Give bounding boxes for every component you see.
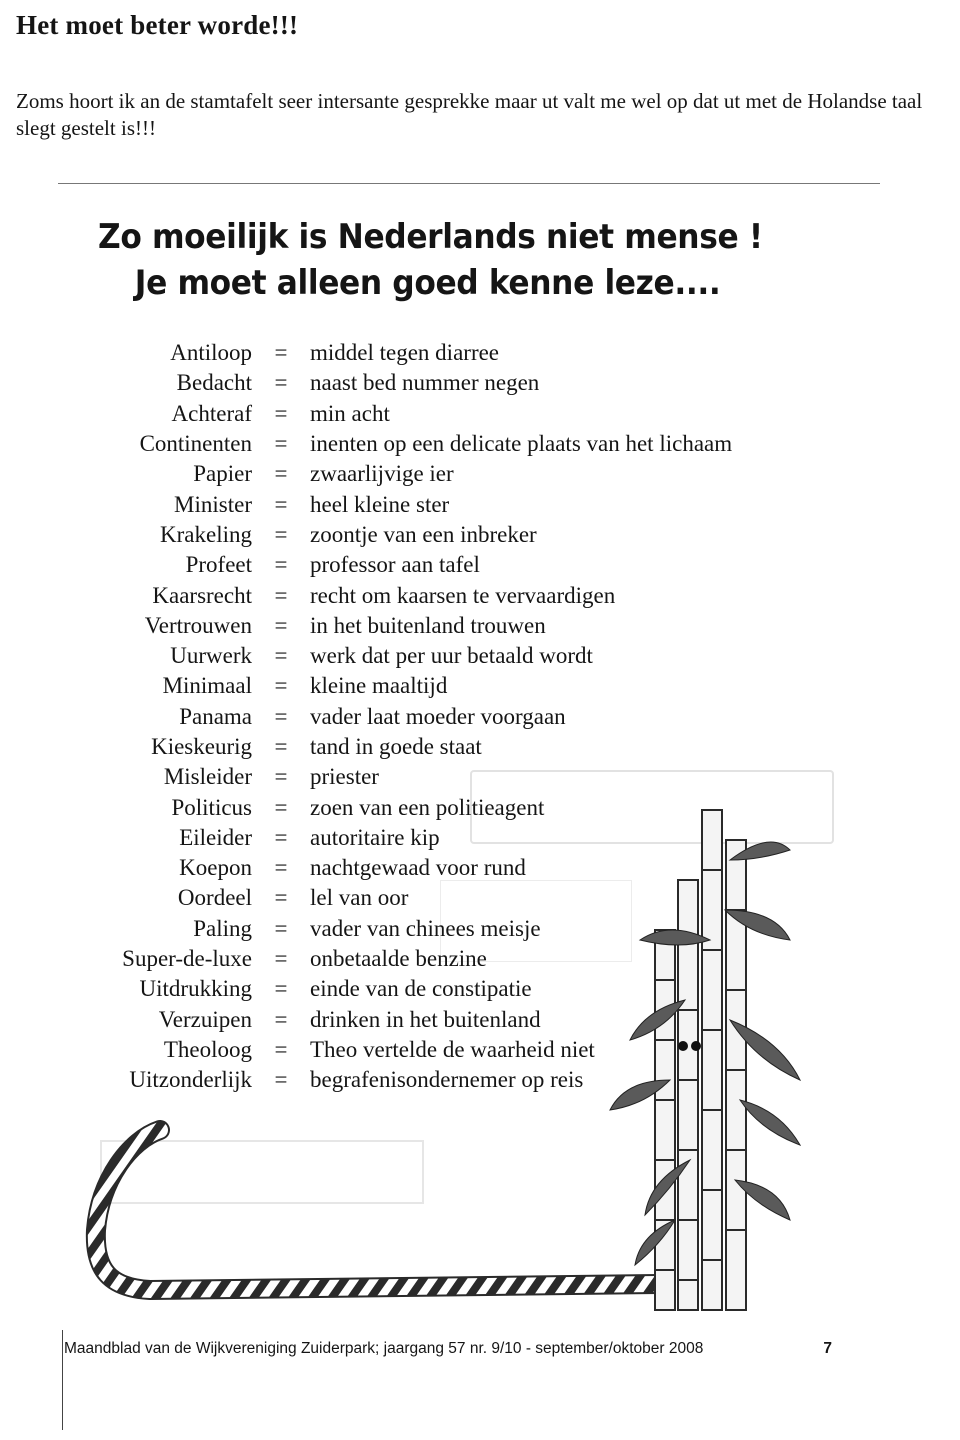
word-glossary-list: [60, 338, 820, 1095]
glossary-term: Vertrouwen: [144, 612, 252, 638]
glossary-entry: [60, 702, 820, 732]
glossary-definition: werk dat per uur betaald wordt: [310, 643, 593, 669]
glossary-definition: vader laat moeder voorgaan: [310, 703, 566, 729]
glossary-entry: [60, 1005, 820, 1035]
equals-sign: =: [274, 824, 288, 850]
equals-sign: =: [274, 885, 288, 911]
glossary-term: Minister: [174, 491, 252, 517]
equals-sign: =: [274, 431, 288, 457]
glossary-definition: kleine maaltijd: [310, 673, 448, 699]
glossary-entry: [60, 732, 820, 762]
glossary-definition: tand in goede staat: [310, 734, 482, 759]
glossary-definition: lel van oor: [310, 885, 409, 911]
equals-sign: =: [274, 1006, 288, 1032]
glossary-entry: [60, 853, 820, 883]
glossary-definition: naast bed nummer negen: [310, 370, 540, 396]
equals-sign: =: [274, 370, 288, 396]
glossary-term: Kaarsrecht: [152, 582, 252, 608]
clipping-title-line1: Zo moeilijk is Nederlands niet mense !: [98, 217, 763, 257]
equals-sign: =: [274, 734, 288, 759]
glossary-term: Oordeel: [177, 885, 252, 911]
divider: [58, 183, 880, 184]
page-title: Het moet beter worde!!!: [16, 10, 299, 40]
glossary-definition: inenten op een delicate plaats van het lichaam: [310, 431, 733, 457]
equals-sign: =: [274, 1036, 288, 1062]
glossary-term: Uurwerk: [170, 643, 252, 669]
glossary-term: Verzuipen: [158, 1006, 252, 1032]
glossary-definition: drinken in het buitenland: [310, 1006, 541, 1032]
equals-sign: =: [274, 673, 288, 699]
equals-sign: =: [274, 340, 288, 366]
equals-sign: =: [274, 764, 288, 790]
glossary-definition: middel tegen diarree: [310, 340, 500, 366]
glossary-definition: Theo vertelde de waarheid niet: [310, 1036, 595, 1062]
glossary-entry: [60, 489, 820, 519]
glossary-term: Antiloop: [170, 340, 252, 366]
page-number: 7: [823, 1340, 832, 1357]
equals-sign: =: [274, 582, 288, 608]
glossary-definition: begrafenisondernemer op reis: [310, 1067, 584, 1093]
glossary-term: Paling: [193, 915, 252, 941]
glossary-definition: zwaarlijvige ier: [310, 461, 454, 487]
glossary-entry: [60, 338, 820, 368]
glossary-entry: [60, 914, 820, 944]
glossary-definition: vader van chinees meisje: [310, 915, 541, 941]
glossary-term: Super-de-luxe: [122, 946, 252, 972]
glossary-term: Minimaal: [162, 673, 252, 699]
page-footer: [64, 1340, 832, 1358]
glossary-term: Koepon: [179, 855, 252, 881]
glossary-entry: [60, 762, 820, 792]
glossary-term: Papier: [193, 461, 252, 487]
glossary-definition: nachtgewaad voor rund: [310, 855, 526, 881]
equals-sign: =: [274, 976, 288, 1002]
glossary-entry: [60, 641, 820, 671]
glossary-entry: [60, 399, 820, 429]
glossary-definition: in het buitenland trouwen: [310, 612, 546, 638]
glossary-term: Kieskeurig: [151, 734, 252, 759]
glossary-definition: onbetaalde benzine: [310, 946, 487, 972]
equals-sign: =: [274, 521, 288, 547]
glossary-term: Continenten: [139, 431, 252, 457]
glossary-entry: [60, 944, 820, 974]
glossary-definition: zoontje van een inbreker: [310, 521, 537, 547]
clipping-title: [98, 214, 763, 306]
glossary-entry: [60, 611, 820, 641]
glossary-definition: heel kleine ster: [310, 491, 450, 517]
glossary-term: Bedacht: [176, 370, 252, 396]
glossary-term: Misleider: [163, 764, 252, 790]
glossary-term: Eileider: [179, 824, 252, 850]
equals-sign: =: [274, 794, 288, 820]
glossary-definition: priester: [310, 764, 379, 790]
glossary-definition: einde van de constipatie: [310, 976, 532, 1002]
glossary-entry: [60, 823, 820, 853]
glossary-definition: professor aan tafel: [310, 552, 480, 578]
glossary-entry: [60, 974, 820, 1004]
equals-sign: =: [274, 400, 288, 426]
glossary-entry: [60, 459, 820, 489]
glossary-entry: [60, 550, 820, 580]
equals-sign: =: [274, 552, 288, 578]
glossary-entry: [60, 1035, 820, 1065]
equals-sign: =: [274, 461, 288, 487]
glossary-entry: [60, 580, 820, 610]
equals-sign: =: [274, 491, 288, 517]
glossary-term: Uitdrukking: [139, 976, 252, 1002]
glossary-term: Krakeling: [160, 521, 252, 547]
equals-sign: =: [274, 703, 288, 729]
glossary-term: Achteraf: [171, 400, 252, 426]
publication-info: Maandblad van de Wijkvereniging Zuiderpark; jaargang 57 nr. 9/10 - september/oktober 2008: [64, 1340, 704, 1357]
intro-paragraph: Zoms hoort ik an de stamtafelt seer intersante gesprekke maar ut valt me wel op dat ut met de Holandse taal slegt gestelt is!!!: [16, 89, 923, 140]
glossary-entry: [60, 792, 820, 822]
glossary-entry: [60, 1065, 820, 1095]
glossary-entry: [60, 883, 820, 913]
equals-sign: =: [274, 643, 288, 669]
glossary-definition: zoen van een politieagent: [310, 794, 545, 820]
glossary-entry: [60, 520, 820, 550]
glossary-entry: [60, 671, 820, 701]
margin-rule: [62, 1330, 63, 1430]
glossary-definition: recht om kaarsen te vervaardigen: [310, 582, 616, 608]
equals-sign: =: [274, 855, 288, 881]
glossary-term: Uitzonderlijk: [129, 1067, 252, 1093]
equals-sign: =: [274, 946, 288, 972]
equals-sign: =: [274, 915, 288, 941]
glossary-entry: [60, 368, 820, 398]
glossary-entry: [60, 429, 820, 459]
equals-sign: =: [274, 1067, 288, 1093]
glossary-term: Politicus: [171, 794, 252, 820]
clipping-title-line2: Je moet alleen goed kenne leze....: [134, 263, 721, 303]
glossary-definition: autoritaire kip: [310, 824, 440, 850]
glossary-term: Theoloog: [163, 1036, 252, 1062]
glossary-term: Panama: [179, 703, 252, 729]
equals-sign: =: [274, 612, 288, 638]
glossary-term: Profeet: [185, 552, 252, 578]
glossary-definition: min acht: [310, 400, 390, 426]
